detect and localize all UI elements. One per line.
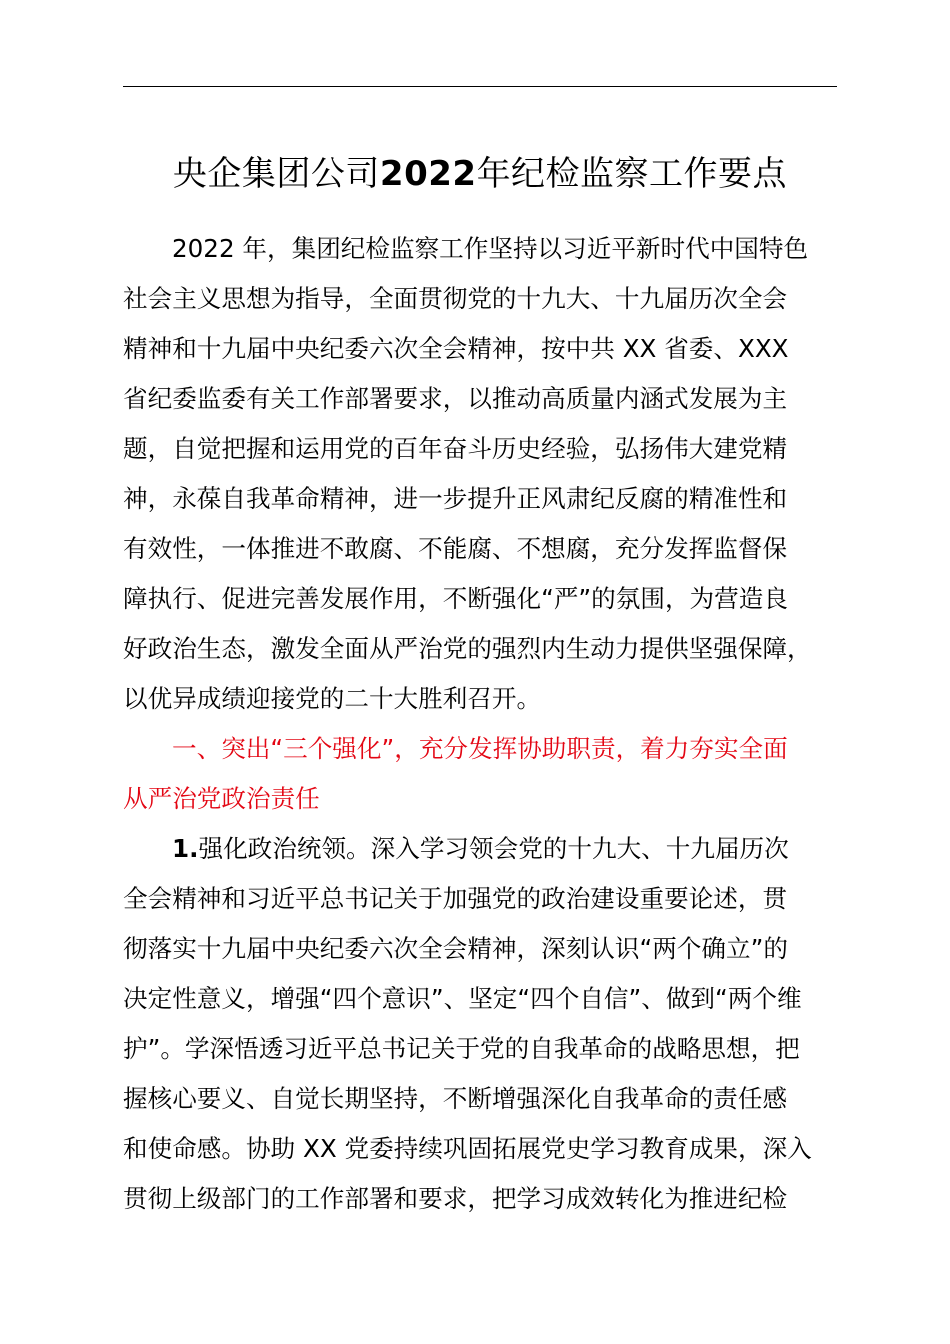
section-1-heading [123, 724, 837, 824]
paragraph-line: 有效性，一体推进不敢腐、不能腐、不想腐，充分发挥监督保 [123, 534, 788, 563]
paragraph-line: 握核心要义、自觉长期坚持，不断增强深化自我革命的责任感 [123, 1084, 788, 1113]
item-1-paragraph [123, 824, 837, 1224]
paragraph-line: 贯彻上级部门的工作部署和要求，把学习成效转化为推进纪检 [123, 1184, 788, 1213]
paragraph-line: 和使命感。协助 XX 党委持续巩固拓展党史学习教育成果，深入 [123, 1134, 812, 1163]
heading-line: 从严治党政治责任 [123, 784, 320, 813]
paragraph-line: 护”。学深悟透习近平总书记关于党的自我革命的战略思想，把 [123, 1034, 800, 1063]
heading-line: 一、突出“三个强化”，充分发挥协助职责，着力夯实全面 [172, 734, 788, 763]
paragraph-line: 决定性意义，增强“四个意识”、坚定“四个自信”、做到“两个维 [123, 984, 802, 1013]
paragraph-line: 精神和十九届中央纪委六次全会精神，按中共 XX 省委、XXX [123, 334, 789, 363]
paragraph-line: 题，自觉把握和运用党的百年奋斗历史经验，弘扬伟大建党精 [123, 434, 788, 463]
item-number: 1. [172, 834, 199, 863]
paragraph-line: 好政治生态，激发全面从严治党的强烈内生动力提供坚强保障， [123, 634, 812, 663]
paragraph-line: 2022 年，集团纪检监察工作坚持以习近平新时代中国特色 [172, 234, 809, 263]
paragraph-line: 神，永葆自我革命精神，进一步提升正风肃纪反腐的精准性和 [123, 484, 788, 513]
intro-paragraph [123, 224, 837, 724]
document-title [123, 150, 837, 198]
paragraph-line: 省纪委监委有关工作部署要求，以推动高质量内涵式发展为主 [123, 384, 788, 413]
paragraph-line: 彻落实十九届中央纪委六次全会精神，深刻认识“两个确立”的 [123, 934, 788, 963]
document-body [123, 224, 837, 1224]
item-lead-text: 强化政治统领。深入学习领会党的十九大、十九届历次 [198, 834, 789, 863]
title-suffix: 年纪检监察工作要点 [476, 154, 788, 194]
paragraph-line [123, 824, 837, 874]
title-prefix: 央企集团公司 [172, 154, 380, 194]
paragraph-line: 以优异成绩迎接党的二十大胜利召开。 [123, 684, 542, 713]
paragraph-line: 全会精神和习近平总书记关于加强党的政治建设重要论述，贯 [123, 884, 788, 913]
header-rule [123, 86, 837, 87]
title-year: 2022 [379, 154, 477, 194]
paragraph-line: 社会主义思想为指导，全面贯彻党的十九大、十九届历次全会 [123, 284, 788, 313]
paragraph-line: 障执行、促进完善发展作用，不断强化“严”的氛围，为营造良 [123, 584, 788, 613]
